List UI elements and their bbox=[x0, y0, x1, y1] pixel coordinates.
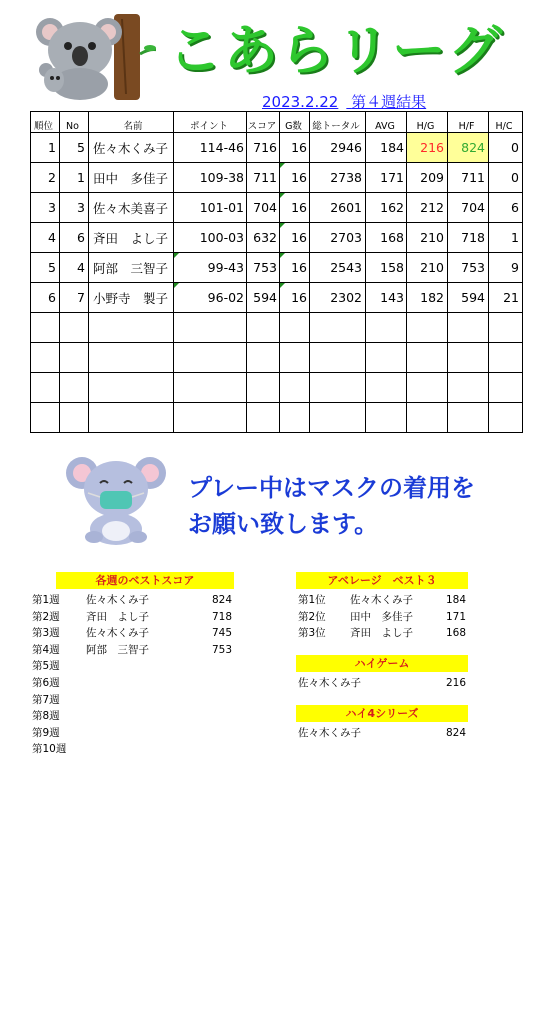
high-game-title: ハイゲーム bbox=[296, 655, 468, 672]
page-title: こあらリーグ bbox=[168, 19, 504, 82]
score-value: 745 bbox=[211, 627, 232, 640]
high-series-name: 佐々木くみ子 bbox=[298, 727, 361, 739]
cell-hf: 711 bbox=[448, 163, 489, 193]
empty-row bbox=[31, 403, 523, 433]
notice-line-2: お願い致します。 bbox=[188, 510, 379, 538]
empty-cell bbox=[247, 313, 280, 343]
empty-cell bbox=[366, 403, 407, 433]
header-hg: H/G bbox=[407, 112, 448, 133]
rank-label: 第1位 bbox=[298, 594, 326, 606]
header-total: 総トータル bbox=[310, 112, 366, 133]
empty-cell bbox=[489, 373, 523, 403]
week-label: 第3週 bbox=[32, 627, 60, 640]
empty-cell bbox=[448, 403, 489, 433]
empty-cell bbox=[489, 343, 523, 373]
empty-cell bbox=[60, 313, 89, 343]
empty-cell bbox=[31, 343, 60, 373]
empty-cell bbox=[407, 343, 448, 373]
week-result-text: 第４週結果 bbox=[351, 93, 427, 111]
cell-rank: 3 bbox=[31, 193, 60, 223]
cell-points: 109-38 bbox=[174, 163, 247, 193]
cell-score: 704 bbox=[247, 193, 280, 223]
high-game-row bbox=[298, 675, 468, 691]
cell-rank: 2 bbox=[31, 163, 60, 193]
week-label: 第5週 bbox=[32, 660, 60, 673]
empty-cell bbox=[89, 373, 174, 403]
cell-hg: 209 bbox=[407, 163, 448, 193]
cell-points: 99-43 bbox=[174, 253, 247, 283]
header-score: スコア bbox=[247, 112, 280, 133]
best-score-row bbox=[32, 642, 236, 658]
cell-name: 田中 多佳子 bbox=[89, 163, 174, 193]
rank-label: 第2位 bbox=[298, 610, 326, 623]
cell-avg: 143 bbox=[366, 283, 407, 313]
high-series-value: 824 bbox=[445, 727, 466, 739]
cell-score: 711 bbox=[247, 163, 280, 193]
cell-hg: 182 bbox=[407, 283, 448, 313]
cell-no: 4 bbox=[60, 253, 89, 283]
average-row bbox=[298, 592, 468, 608]
cell-hg: 212 bbox=[407, 193, 448, 223]
cell-name: 佐々木くみ子 bbox=[89, 133, 174, 163]
empty-cell bbox=[407, 403, 448, 433]
cell-no: 7 bbox=[60, 283, 89, 313]
date-text: 2023.2.22 bbox=[262, 93, 339, 111]
results-table bbox=[30, 111, 523, 433]
empty-cell bbox=[489, 403, 523, 433]
cell-no: 6 bbox=[60, 223, 89, 253]
empty-cell bbox=[280, 313, 310, 343]
empty-cell bbox=[174, 403, 247, 433]
header-hc: H/C bbox=[489, 112, 523, 133]
empty-cell bbox=[280, 373, 310, 403]
empty-cell bbox=[366, 343, 407, 373]
table-row bbox=[31, 283, 523, 313]
score-value: 824 bbox=[211, 594, 232, 606]
table-row bbox=[31, 163, 523, 193]
cell-points: 101-01 bbox=[174, 193, 247, 223]
week-label: 第10週 bbox=[32, 743, 67, 756]
cell-hg: 216 bbox=[407, 133, 448, 163]
best-score-row bbox=[32, 625, 236, 641]
cell-total: 2302 bbox=[310, 283, 366, 313]
week-label: 第9週 bbox=[32, 726, 60, 739]
cell-avg: 158 bbox=[366, 253, 407, 283]
cell-hc: 1 bbox=[489, 223, 523, 253]
empty-cell bbox=[247, 403, 280, 433]
empty-row bbox=[31, 343, 523, 373]
cell-points: 100-03 bbox=[174, 223, 247, 253]
cell-total: 2601 bbox=[310, 193, 366, 223]
cell-hf: 824 bbox=[448, 133, 489, 163]
cell-hf: 704 bbox=[448, 193, 489, 223]
cell-hc: 21 bbox=[489, 283, 523, 313]
cell-rank: 1 bbox=[31, 133, 60, 163]
player-name: 斉田 よし子 bbox=[350, 627, 413, 640]
empty-cell bbox=[247, 343, 280, 373]
header-no: No bbox=[60, 112, 89, 133]
cell-hc: 0 bbox=[489, 133, 523, 163]
cell-total: 2543 bbox=[310, 253, 366, 283]
cell-name: 阿部 三智子 bbox=[89, 253, 174, 283]
table-row bbox=[31, 133, 523, 163]
average-value: 168 bbox=[445, 627, 466, 640]
week-label: 第6週 bbox=[32, 677, 60, 689]
cell-avg: 184 bbox=[366, 133, 407, 163]
empty-cell bbox=[310, 313, 366, 343]
empty-cell bbox=[280, 403, 310, 433]
average-value: 171 bbox=[445, 610, 466, 623]
cell-games: 16 bbox=[280, 163, 310, 193]
best-score-row bbox=[32, 658, 236, 674]
empty-cell bbox=[89, 313, 174, 343]
mask-notice bbox=[188, 470, 475, 542]
cell-total: 2946 bbox=[310, 133, 366, 163]
player-name: 斉田 よし子 bbox=[86, 610, 149, 623]
header-games: G数 bbox=[280, 112, 310, 133]
cell-points: 96-02 bbox=[174, 283, 247, 313]
empty-cell bbox=[448, 343, 489, 373]
high-game-value: 216 bbox=[445, 677, 466, 689]
cell-hc: 9 bbox=[489, 253, 523, 283]
player-name: 田中 多佳子 bbox=[350, 610, 413, 623]
header-rank: 順位 bbox=[31, 112, 60, 133]
cell-rank: 4 bbox=[31, 223, 60, 253]
week-label: 第8週 bbox=[32, 710, 60, 723]
cell-name: 佐々木美喜子 bbox=[89, 193, 174, 223]
cell-score: 753 bbox=[247, 253, 280, 283]
cell-games: 16 bbox=[280, 223, 310, 253]
empty-cell bbox=[89, 403, 174, 433]
empty-cell bbox=[60, 403, 89, 433]
player-name: 佐々木くみ子 bbox=[86, 594, 149, 606]
high-series-row bbox=[298, 725, 468, 741]
header-name: 名前 bbox=[89, 112, 174, 133]
table-row bbox=[31, 253, 523, 283]
empty-cell bbox=[89, 343, 174, 373]
best-score-row bbox=[32, 609, 236, 625]
empty-cell bbox=[60, 343, 89, 373]
cell-score: 594 bbox=[247, 283, 280, 313]
cell-games: 16 bbox=[280, 283, 310, 313]
cell-name: 小野寺 製子 bbox=[89, 283, 174, 313]
cell-score: 632 bbox=[247, 223, 280, 253]
date-line bbox=[262, 91, 434, 112]
best-score-row bbox=[32, 708, 236, 724]
cell-no: 3 bbox=[60, 193, 89, 223]
masked-koala-icon bbox=[64, 453, 168, 545]
cell-avg: 168 bbox=[366, 223, 407, 253]
best-score-row bbox=[32, 741, 236, 757]
cell-avg: 162 bbox=[366, 193, 407, 223]
table-row bbox=[31, 193, 523, 223]
empty-cell bbox=[366, 373, 407, 403]
cell-rank: 6 bbox=[31, 283, 60, 313]
high-series-title: ハイ4シリーズ bbox=[296, 705, 468, 722]
average-row bbox=[298, 609, 468, 625]
header-avg: AVG bbox=[366, 112, 407, 133]
empty-cell bbox=[31, 313, 60, 343]
cell-no: 5 bbox=[60, 133, 89, 163]
table-body bbox=[31, 133, 523, 433]
empty-cell bbox=[31, 403, 60, 433]
cell-hc: 0 bbox=[489, 163, 523, 193]
cell-total: 2703 bbox=[310, 223, 366, 253]
cell-games: 16 bbox=[280, 253, 310, 283]
player-name: 佐々木くみ子 bbox=[350, 594, 413, 606]
empty-cell bbox=[310, 343, 366, 373]
header-points: ポイント bbox=[174, 112, 247, 133]
empty-cell bbox=[174, 373, 247, 403]
empty-cell bbox=[174, 343, 247, 373]
empty-cell bbox=[247, 373, 280, 403]
best-score-row bbox=[32, 692, 236, 708]
cell-no: 1 bbox=[60, 163, 89, 193]
table-header-row bbox=[31, 112, 523, 133]
player-name: 佐々木くみ子 bbox=[86, 627, 149, 640]
average-value: 184 bbox=[445, 594, 466, 606]
cell-hf: 718 bbox=[448, 223, 489, 253]
empty-cell bbox=[489, 313, 523, 343]
cell-hf: 594 bbox=[448, 283, 489, 313]
average-row bbox=[298, 625, 468, 641]
best-scores-title: 各週のベストスコア bbox=[56, 572, 234, 589]
cell-points: 114-46 bbox=[174, 133, 247, 163]
empty-cell bbox=[448, 313, 489, 343]
empty-cell bbox=[310, 403, 366, 433]
best-score-row bbox=[32, 675, 236, 691]
player-name: 阿部 三智子 bbox=[86, 643, 149, 656]
score-value: 718 bbox=[211, 610, 232, 623]
header-hf: H/F bbox=[448, 112, 489, 133]
best-score-row bbox=[32, 725, 236, 741]
cell-avg: 171 bbox=[366, 163, 407, 193]
average-best3-title: アベレージ ベスト３ bbox=[296, 572, 468, 589]
high-game-name: 佐々木くみ子 bbox=[298, 677, 361, 689]
cell-score: 716 bbox=[247, 133, 280, 163]
empty-cell bbox=[60, 373, 89, 403]
table-row bbox=[31, 223, 523, 253]
best-score-row bbox=[32, 592, 236, 608]
cell-hf: 753 bbox=[448, 253, 489, 283]
cell-games: 16 bbox=[280, 133, 310, 163]
cell-rank: 5 bbox=[31, 253, 60, 283]
week-label: 第2週 bbox=[32, 610, 60, 623]
koala-logo-icon bbox=[30, 14, 156, 100]
cell-games: 16 bbox=[280, 193, 310, 223]
cell-hg: 210 bbox=[407, 253, 448, 283]
empty-cell bbox=[280, 343, 310, 373]
empty-cell bbox=[366, 313, 407, 343]
cell-hg: 210 bbox=[407, 223, 448, 253]
week-label: 第7週 bbox=[32, 693, 60, 706]
rank-label: 第3位 bbox=[298, 627, 326, 640]
empty-cell bbox=[310, 373, 366, 403]
cell-total: 2738 bbox=[310, 163, 366, 193]
notice-line-1: プレー中はマスクの着用を bbox=[188, 474, 476, 502]
week-label: 第1週 bbox=[32, 594, 60, 606]
empty-cell bbox=[448, 373, 489, 403]
cell-name: 斉田 よし子 bbox=[89, 223, 174, 253]
empty-cell bbox=[31, 373, 60, 403]
empty-cell bbox=[407, 313, 448, 343]
empty-cell bbox=[407, 373, 448, 403]
empty-row bbox=[31, 373, 523, 403]
empty-cell bbox=[174, 313, 247, 343]
score-value: 753 bbox=[211, 643, 232, 656]
week-label: 第4週 bbox=[32, 643, 60, 656]
cell-hc: 6 bbox=[489, 193, 523, 223]
empty-row bbox=[31, 313, 523, 343]
